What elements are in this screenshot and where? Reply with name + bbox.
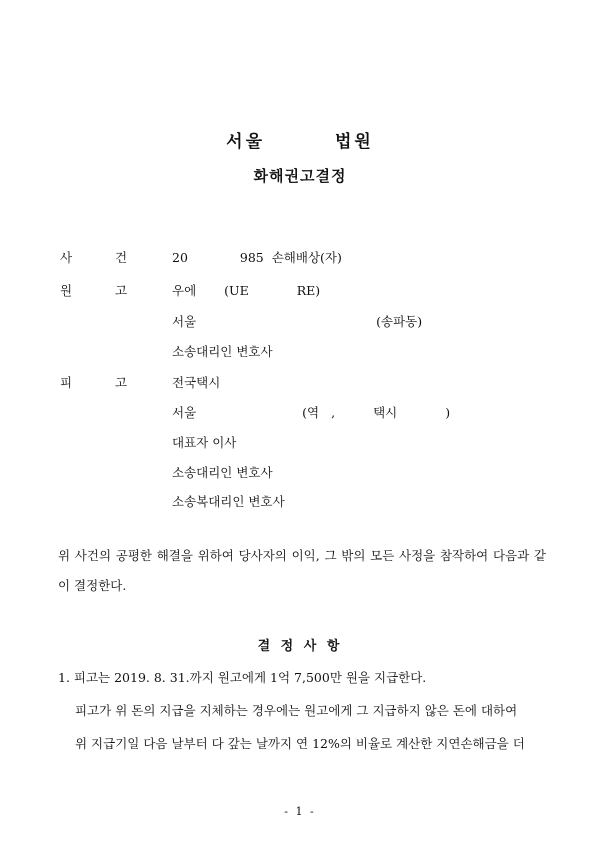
case-number-prefix: 20 xyxy=(172,250,188,265)
plaintiff-name-part1: 우에 xyxy=(172,283,197,298)
decision-item-1-line-1: 1. 피고는 2019. 8. 31.까지 원고에게 1억 7,500만 원을 지급한다. xyxy=(58,670,427,685)
court-name-left: 서울 xyxy=(226,132,265,152)
court-name-right: 법원 xyxy=(335,132,374,152)
plaintiff-address-dong: (송파동) xyxy=(376,314,423,329)
defendant-address-paren-1: (역 xyxy=(302,405,320,420)
plaintiff-name-part3: RE) xyxy=(296,283,321,298)
case-label-2: 건 xyxy=(115,250,128,265)
decision-item-1-line-2: 피고가 위 돈의 지급을 지체하는 경우에는 원고에게 그 지급하지 않은 돈에 대하여 xyxy=(75,703,518,718)
decision-section-title: 결 정 사 항 xyxy=(257,639,343,654)
defendant-address-paren-4: ) xyxy=(445,405,451,420)
plaintiff-attorney: 소송대리인 변호사 xyxy=(172,344,273,359)
defendant-label-1: 피 xyxy=(60,375,73,390)
document-title: 화해권고결정 xyxy=(253,167,347,185)
page-number: - 1 - xyxy=(284,805,316,818)
decision-item-1-line-3: 위 지급기일 다음 날부터 다 갚는 날까지 연 12%의 비율로 계산한 지연손해금을 더 xyxy=(75,736,525,751)
defendant-attorney: 소송대리인 변호사 xyxy=(172,465,273,480)
plaintiff-address xyxy=(172,312,422,330)
defendant-label-2: 고 xyxy=(115,375,128,390)
defendant-address-start: 서울 xyxy=(172,405,197,420)
defendant-address-paren-3: 택시 xyxy=(373,405,398,420)
plaintiff-label-1: 원 xyxy=(60,283,73,298)
plaintiff-name-part2: (UE xyxy=(224,283,249,298)
case-label-1: 사 xyxy=(60,250,73,265)
defendant-representative: 대표자 이사 xyxy=(172,435,237,450)
plaintiff-address-start: 서울 xyxy=(172,314,197,329)
plaintiff-label-2: 고 xyxy=(115,283,128,298)
defendant-address xyxy=(172,403,450,421)
case-number-suffix: 985 xyxy=(239,250,264,265)
defendant-name: 전국택시 xyxy=(172,375,221,390)
case-name: 손해배상(자) xyxy=(271,250,342,265)
plaintiff-name xyxy=(172,281,320,299)
intro-paragraph: 위 사건의 공평한 해결을 위하여 당사자의 이익, 그 밖의 모든 사정을 참작하여 다음과 같이 결정한다. xyxy=(58,548,546,593)
court-name xyxy=(0,127,600,152)
defendant-address-paren-2: , xyxy=(331,405,336,420)
defendant-sub-attorney: 소송복대리인 변호사 xyxy=(172,494,285,509)
case-number xyxy=(172,248,342,266)
